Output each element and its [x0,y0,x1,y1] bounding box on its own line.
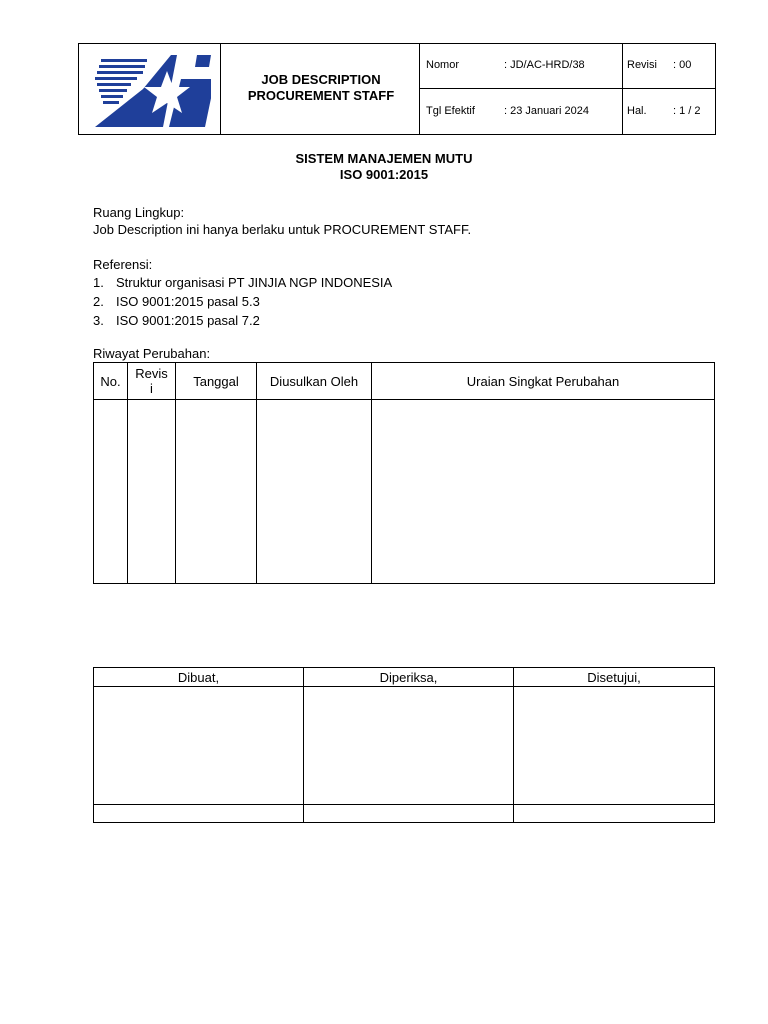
approval-table [93,667,715,823]
document-title-line1: SISTEM MANAJEMEN MUTU [295,151,473,166]
diperiksa-header: Diperiksa, [304,668,514,687]
approval-header-row [94,668,715,687]
diperiksa-signature-cell [304,687,514,805]
header-title [222,72,420,104]
referensi-item-text: Struktur organisasi PT JINJIA NGP INDONESIA [116,275,393,290]
name-row [94,805,715,823]
table-cell [176,400,257,584]
table-cell [128,400,176,584]
column-header-uraian: Uraian Singkat Perubahan [372,363,715,400]
riwayat-header-row [94,363,715,400]
column-header-tanggal: Tanggal [176,363,257,400]
referensi-item-text: ISO 9001:2015 pasal 5.3 [116,294,260,309]
column-header-no: No. [94,363,128,400]
hal-label: Hal. [627,105,647,117]
document-title-line2: ISO 9001:2015 [339,167,429,182]
riwayat-perubahan-table [93,362,715,584]
tgl-efektif-value: : 23 Januari 2024 [504,105,590,117]
dibuat-header: Dibuat, [94,668,304,687]
dibuat-signature-cell [94,687,304,805]
disetujui-signature-cell [514,687,715,805]
document-title [0,151,768,183]
referensi-item-text: ISO 9001:2015 pasal 7.2 [116,313,260,328]
referensi-item-num: 3. [93,313,104,328]
tgl-efektif-label: Tgl Efektif [426,105,475,117]
header-title-line2: PROCUREMENT STAFF [247,88,395,103]
ruang-lingkup-text: Job Description ini hanya berlaku untuk PROCUREMENT STAFF. [93,222,472,237]
revisi-label: Revisi [627,59,657,71]
table-cell [372,400,715,584]
document-header [78,43,716,135]
ruang-lingkup-label: Ruang Lingkup: [93,205,185,220]
referensi-item-num: 1. [93,275,104,290]
revisi-value: : 00 [673,59,692,71]
riwayat-perubahan-label: Riwayat Perubahan: [93,346,211,361]
riwayat-empty-row [94,400,715,584]
company-logo [93,49,211,131]
nomor-value: : JD/AC-HRD/38 [504,59,585,71]
nomor-label: Nomor [426,59,460,71]
column-header-diusulkan-oleh: Diusulkan Oleh [257,363,372,400]
table-cell [257,400,372,584]
referensi-label: Referensi: [93,257,153,272]
hal-value: : 1 / 2 [673,105,701,117]
referensi-item-num: 2. [93,294,104,309]
column-header-revisi: Revis i [128,363,176,400]
dibuat-name-cell [94,805,304,823]
signature-row [94,687,715,805]
table-cell [94,400,128,584]
header-title-line1: JOB DESCRIPTION [261,72,381,87]
disetujui-header: Disetujui, [514,668,715,687]
diperiksa-name-cell [304,805,514,823]
disetujui-name-cell [514,805,715,823]
